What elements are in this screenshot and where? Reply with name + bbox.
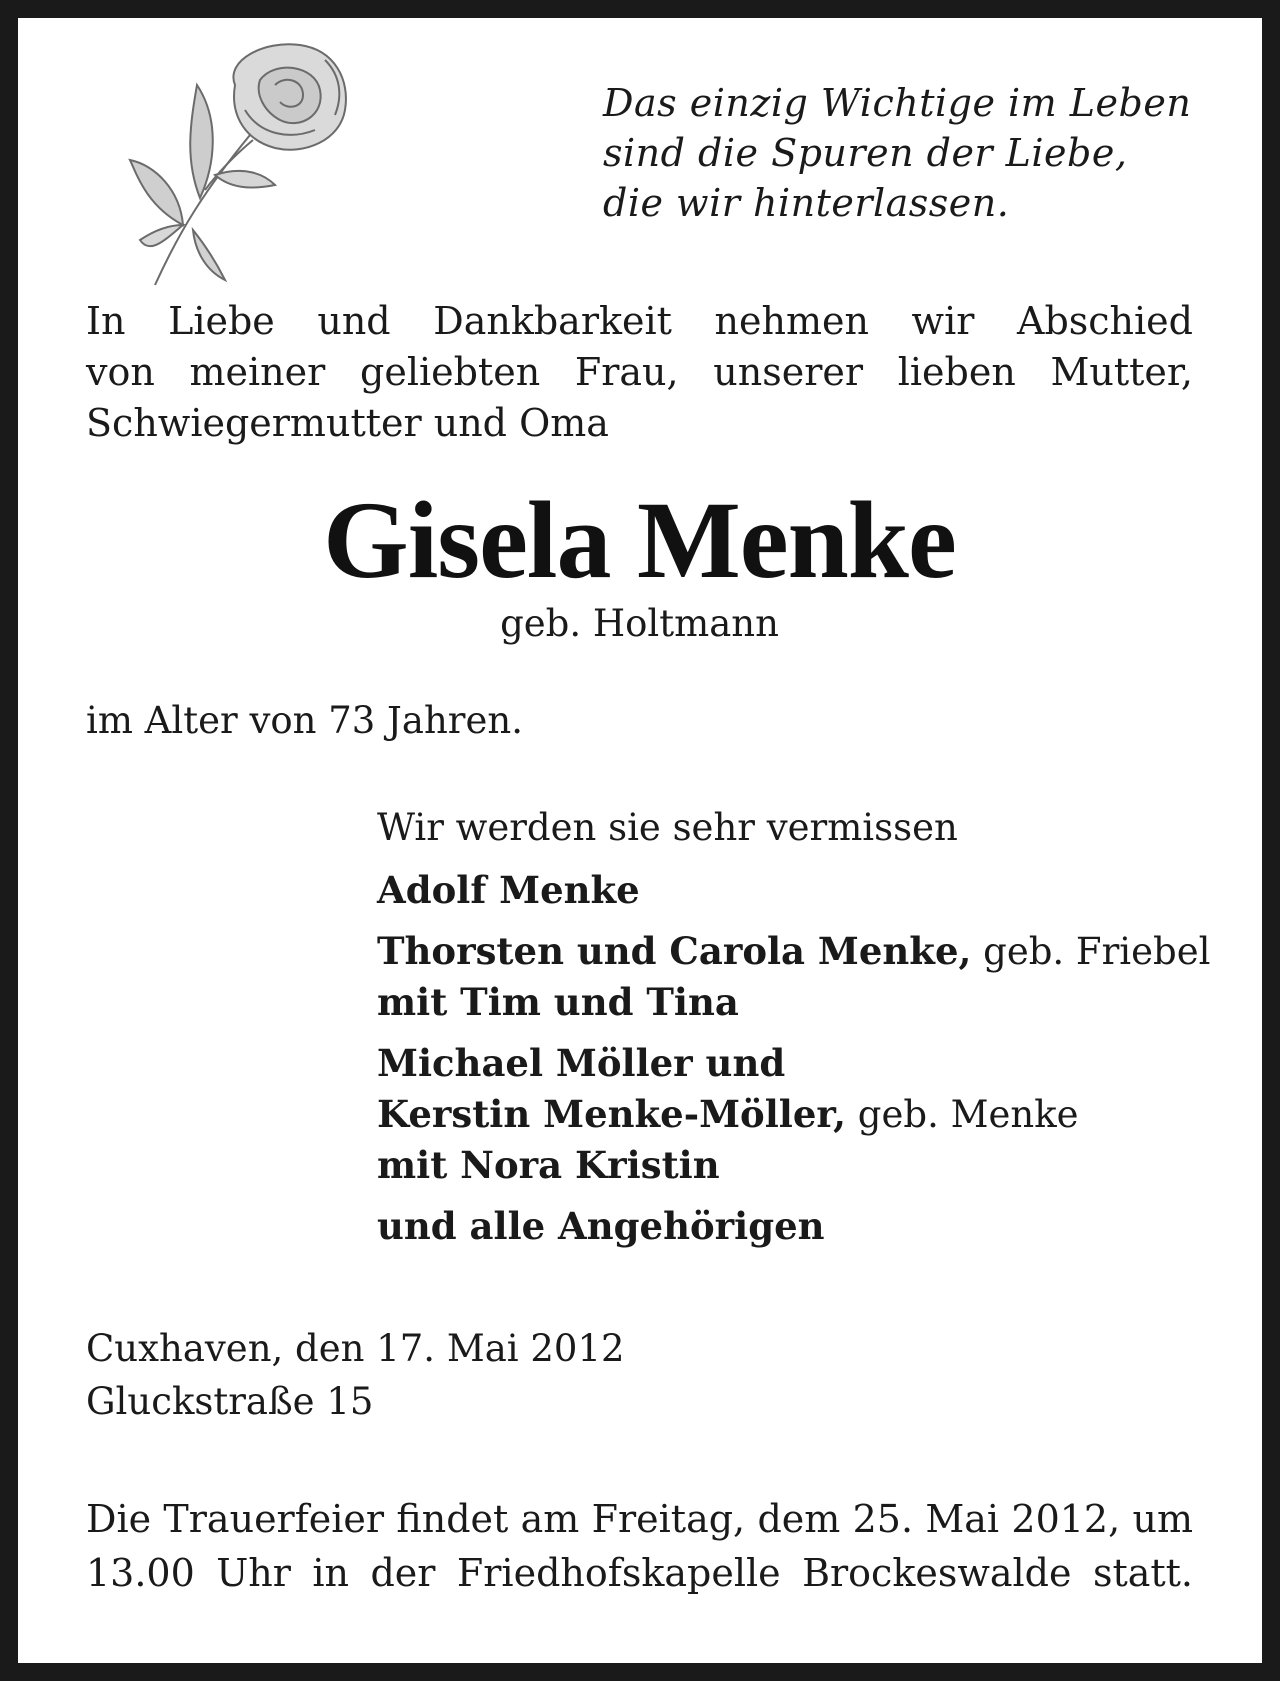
date-line: Cuxhaven, den 17. Mai 2012 bbox=[86, 1327, 625, 1370]
family-member: Michael Möller und bbox=[377, 1041, 786, 1085]
family-member: Thorsten und Carola Menke, bbox=[377, 929, 972, 973]
memorial-quote bbox=[603, 78, 1203, 228]
family-relatives: und alle Angehörigen bbox=[377, 1204, 825, 1248]
intro-line: Schwiegermutter und Oma bbox=[86, 401, 609, 445]
family-member-maiden: geb. Menke bbox=[846, 1093, 1079, 1136]
family-member-maiden: geb. Friebel bbox=[971, 930, 1211, 973]
intro-text bbox=[86, 296, 1193, 449]
deceased-name: Gisela Menke bbox=[323, 479, 956, 601]
intro-line: von meiner geliebten Frau, unserer lieben Mutter, bbox=[86, 350, 1193, 394]
family-member: Adolf Menke bbox=[377, 868, 640, 912]
place-and-date bbox=[86, 1322, 625, 1428]
family-group bbox=[377, 1038, 1197, 1191]
funeral-service-info bbox=[86, 1492, 1193, 1600]
maiden-name: geb. Holtmann bbox=[500, 602, 779, 645]
quote-line: Das einzig Wichtige im Leben bbox=[603, 81, 1192, 125]
rose-icon bbox=[125, 40, 385, 290]
family-group bbox=[377, 1201, 1197, 1252]
quote-line: sind die Spuren der Liebe, bbox=[603, 131, 1128, 175]
family-children: mit Tim und Tina bbox=[377, 980, 739, 1024]
family-group bbox=[377, 865, 1197, 916]
family-member: Kerstin Menke-Möller, bbox=[377, 1092, 847, 1136]
family-signatures bbox=[377, 802, 1211, 1262]
family-children: mit Nora Kristin bbox=[377, 1143, 720, 1187]
address-line: Gluckstraße 15 bbox=[86, 1380, 374, 1423]
family-group bbox=[377, 926, 1211, 1028]
service-line: Die Trauerfeier findet am Freitag, dem 25. Mai 2012, um bbox=[86, 1497, 1193, 1541]
service-line: 13.00 Uhr in der Friedhofskapelle Brockeswalde statt. bbox=[86, 1551, 1193, 1595]
quote-line: die wir hinterlassen. bbox=[603, 181, 1010, 225]
intro-line: In Liebe und Dankbarkeit nehmen wir Abschied bbox=[86, 299, 1193, 343]
family-heading: Wir werden sie sehr vermissen bbox=[377, 806, 958, 849]
age-text: im Alter von 73 Jahren. bbox=[86, 699, 523, 742]
